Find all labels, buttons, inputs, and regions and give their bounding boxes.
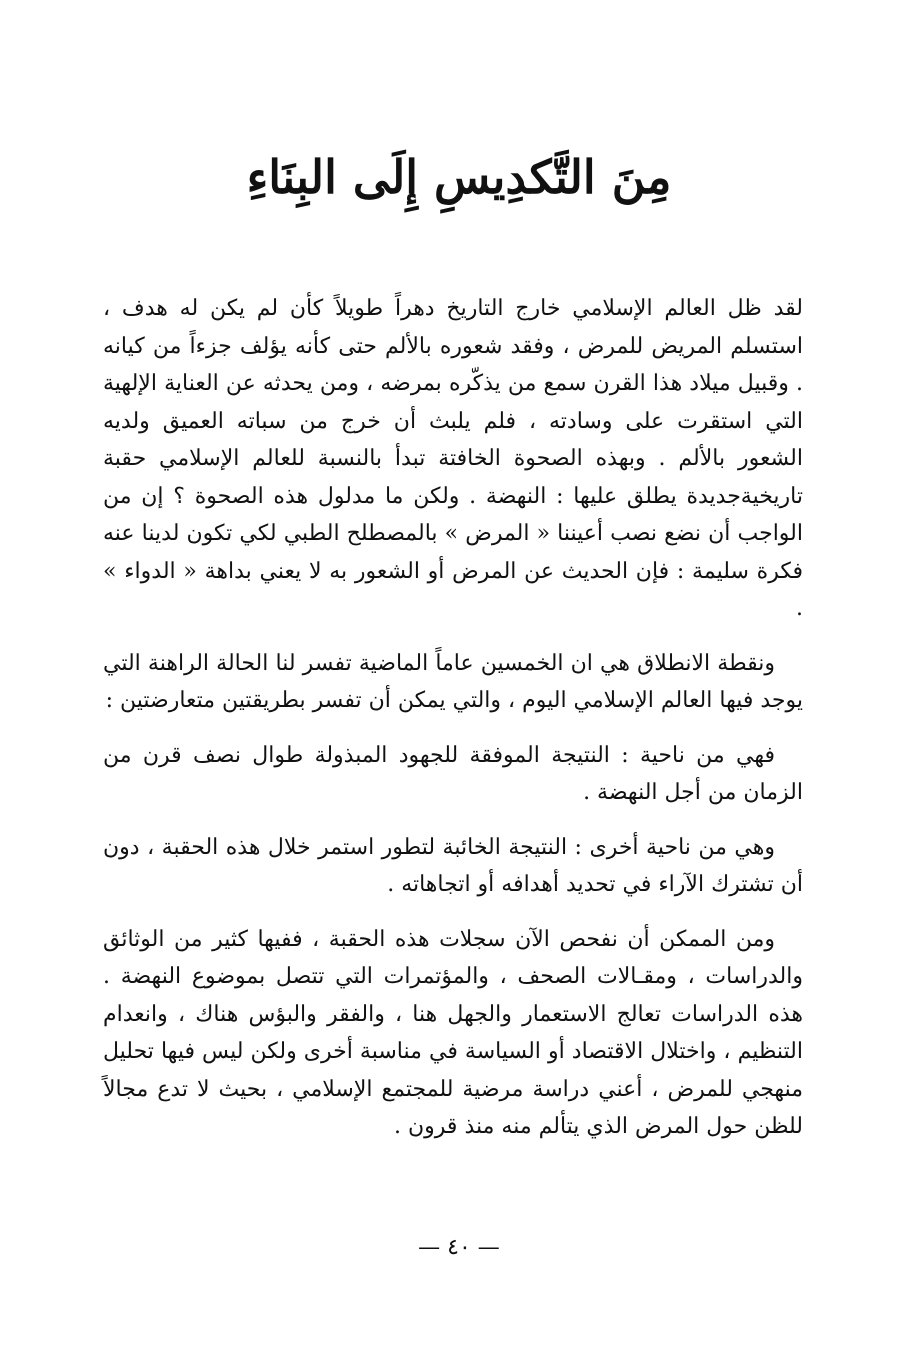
body-text — [103, 290, 803, 1163]
paragraph: لقد ظل العالم الإسلامي خارج التاريخ دهراً طويلاً كأن لم يكن له هدف ، استسلم المريض للمرض ، وفقد شعوره بالألم حتى كأنه يؤلف جزءاً من كيانه . وقبيل ميلاد هذا القرن سمع من يذكّره بمرضه ، ومن يحدثه عن العناية الإلهية التي استقرت على وسادته ، فلم يلبث أن خرج من سباته العميق ولديه الشعور بالألم . وبهذه الصحوة الخافتة تبدأ بالنسبة للعالم الإسلامي حقبة تاريخيةجديدة يطلق عليها : النهضة . ولكن ما مدلول هذه الصحوة ؟ إن من الواجب أن نضع نصب أعيننا « المرض » بالمصطلح الطبي لكي تكون لدينا عنه فكرة سليمة : فإن الحديث عن المرض أو الشعور به لا يعني بداهة « الدواء » . — [103, 296, 803, 621]
paragraph: ونقطة الانطلاق هي ان الخمسين عاماً الماضية تفسر لنا الحالة الراهنة التي يوجد فيها العالم الإسلامي اليوم ، والتي يمكن أن تفسر بطريقتين متعارضتين : — [103, 650, 803, 713]
chapter-title: مِنَ التَّكدِيسِ إِلَى البِنَاءِ — [246, 150, 672, 204]
paragraph: وهي من ناحية أخرى : النتيجة الخائبة لتطور استمر خلال هذه الحقبة ، دون أن تشترك الآراء في تحديد أهدافه أو اتجاهاته . — [103, 834, 803, 897]
paragraph: فهي من ناحية : النتيجة الموفقة للجهود المبذولة طوال نصف قرن من الزمان من أجل النهضة . — [103, 742, 803, 805]
page-number: — ٤٠ — — [418, 1235, 500, 1260]
paragraph: ومن الممكن أن نفحص الآن سجلات هذه الحقبة ، ففيها كثير من الوثائق والدراسات ، ومقـالات الصحف ، والمؤتمرات التي تتصل بموضوع النهضة . هذه الدراسات تعالج الاستعمار والجهل هنا ، والفقر والبؤس هناك ، وانعدام التنظيم ، واختلال الاقتصاد أو السياسة في مناسبة أخرى ولكن ليس فيها تحليل منهجي للمرض ، أعني دراسة مرضية للمجتمع الإسلامي ، بحيث لا تدع مجالاً للظن حول المرض الذي يتألم منه منذ قرون . — [103, 926, 803, 1139]
